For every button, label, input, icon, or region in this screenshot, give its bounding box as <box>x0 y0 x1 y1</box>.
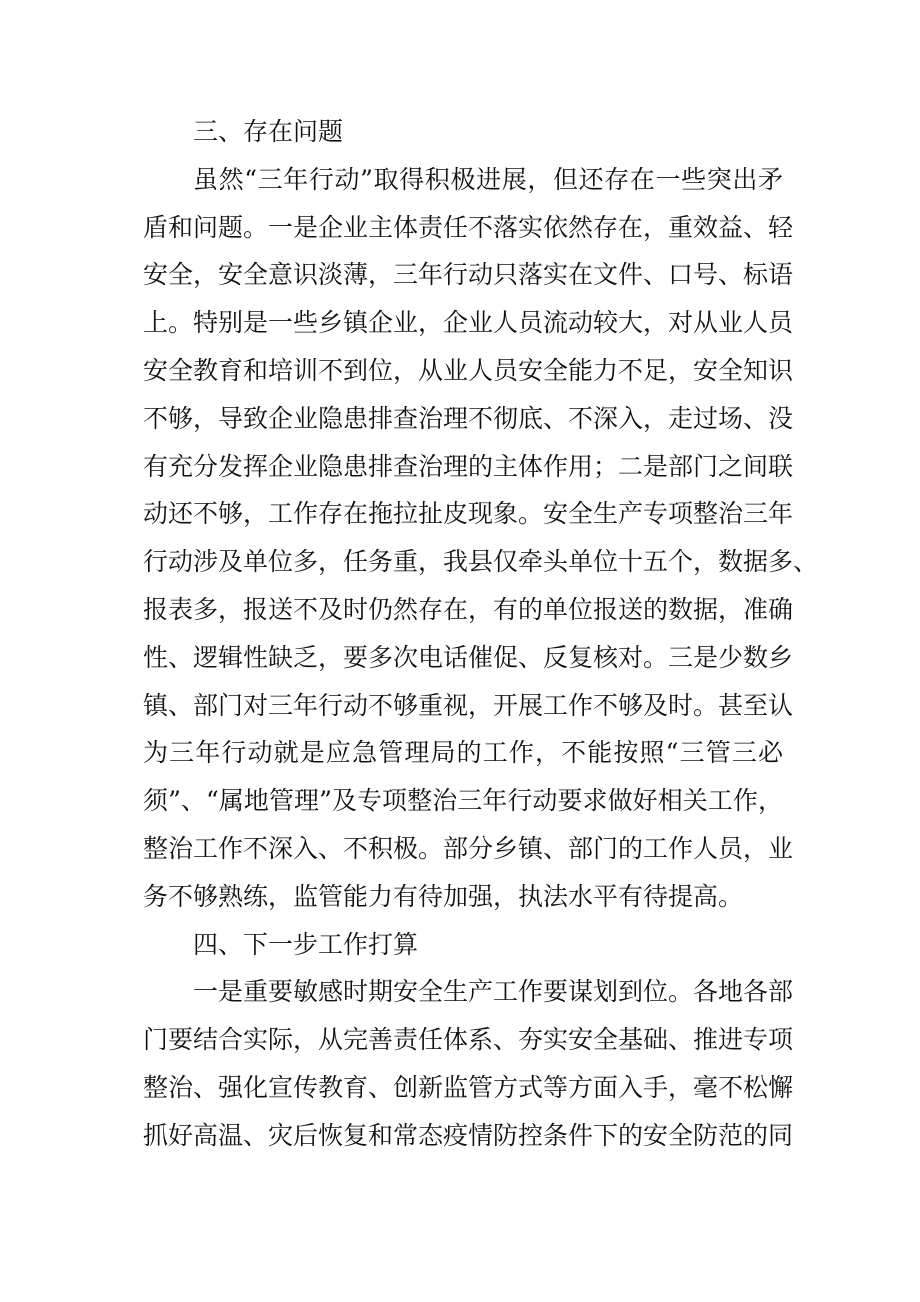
section-heading-next-steps: 四、下一步工作打算 <box>193 929 419 959</box>
text-line: 须”、“属地管理”及专项整治三年行动要求做好相关工作， <box>143 786 783 816</box>
text-line: 有充分发挥企业隐患排查治理的主体作用；二是部门之间联 <box>143 451 794 481</box>
text-line: 报表多，报送不及时仍然存在，有的单位报送的数据，准确 <box>143 594 794 624</box>
text-line: 动还不够，工作存在拖拉扯皮现象。安全生产专项整治三年 <box>143 499 794 529</box>
text-line: 整治工作不深入、不积极。部分乡镇、部门的工作人员，业 <box>143 833 794 863</box>
text-line: 盾和问题。一是企业主体责任不落实依然存在，重效益、轻 <box>143 212 794 242</box>
problems-paragraph <box>143 156 819 921</box>
text-line: 安全，安全意识淡薄，三年行动只落实在文件、口号、标语 <box>143 260 794 290</box>
text-line: 一是重要敏感时期安全生产工作要谋划到位。各地各部 <box>193 977 794 1007</box>
document-body <box>143 108 819 1160</box>
text-line: 为三年行动就是应急管理局的工作，不能按照“三管三必 <box>143 738 783 768</box>
text-line: 门要结合实际，从完善责任体系、夯实安全基础、推进专项 <box>143 1025 794 1055</box>
text-line: 整治、强化宣传教育、创新监管方式等方面入手，毫不松懈 <box>143 1072 794 1102</box>
text-line: 性、逻辑性缺乏，要多次电话催促、反复核对。三是少数乡 <box>143 642 794 672</box>
next-steps-paragraph <box>143 968 794 1159</box>
text-line: 安全教育和培训不到位，从业人员安全能力不足，安全知识 <box>143 355 794 385</box>
text-line: 不够，导致企业隐患排查治理不彻底、不深入，走过场、没 <box>143 403 794 433</box>
text-line: 镇、部门对三年行动不够重视，开展工作不够及时。甚至认 <box>143 690 794 720</box>
text-line: 虽然“三年行动”取得积极进展，但还存在一些突出矛 <box>193 164 783 194</box>
text-line: 务不够熟练，监管能力有待加强，执法水平有待提高。 <box>143 881 744 911</box>
section-heading-problems: 三、存在问题 <box>193 117 344 146</box>
text-line: 行动涉及单位多，任务重，我县仅牵头单位十五个，数据多、 <box>143 547 819 577</box>
text-line: 上。特别是一些乡镇企业，企业人员流动较大，对从业人员 <box>143 308 794 338</box>
text-line: 抓好高温、灾后恢复和常态疫情防控条件下的安全防范的同 <box>143 1120 794 1150</box>
